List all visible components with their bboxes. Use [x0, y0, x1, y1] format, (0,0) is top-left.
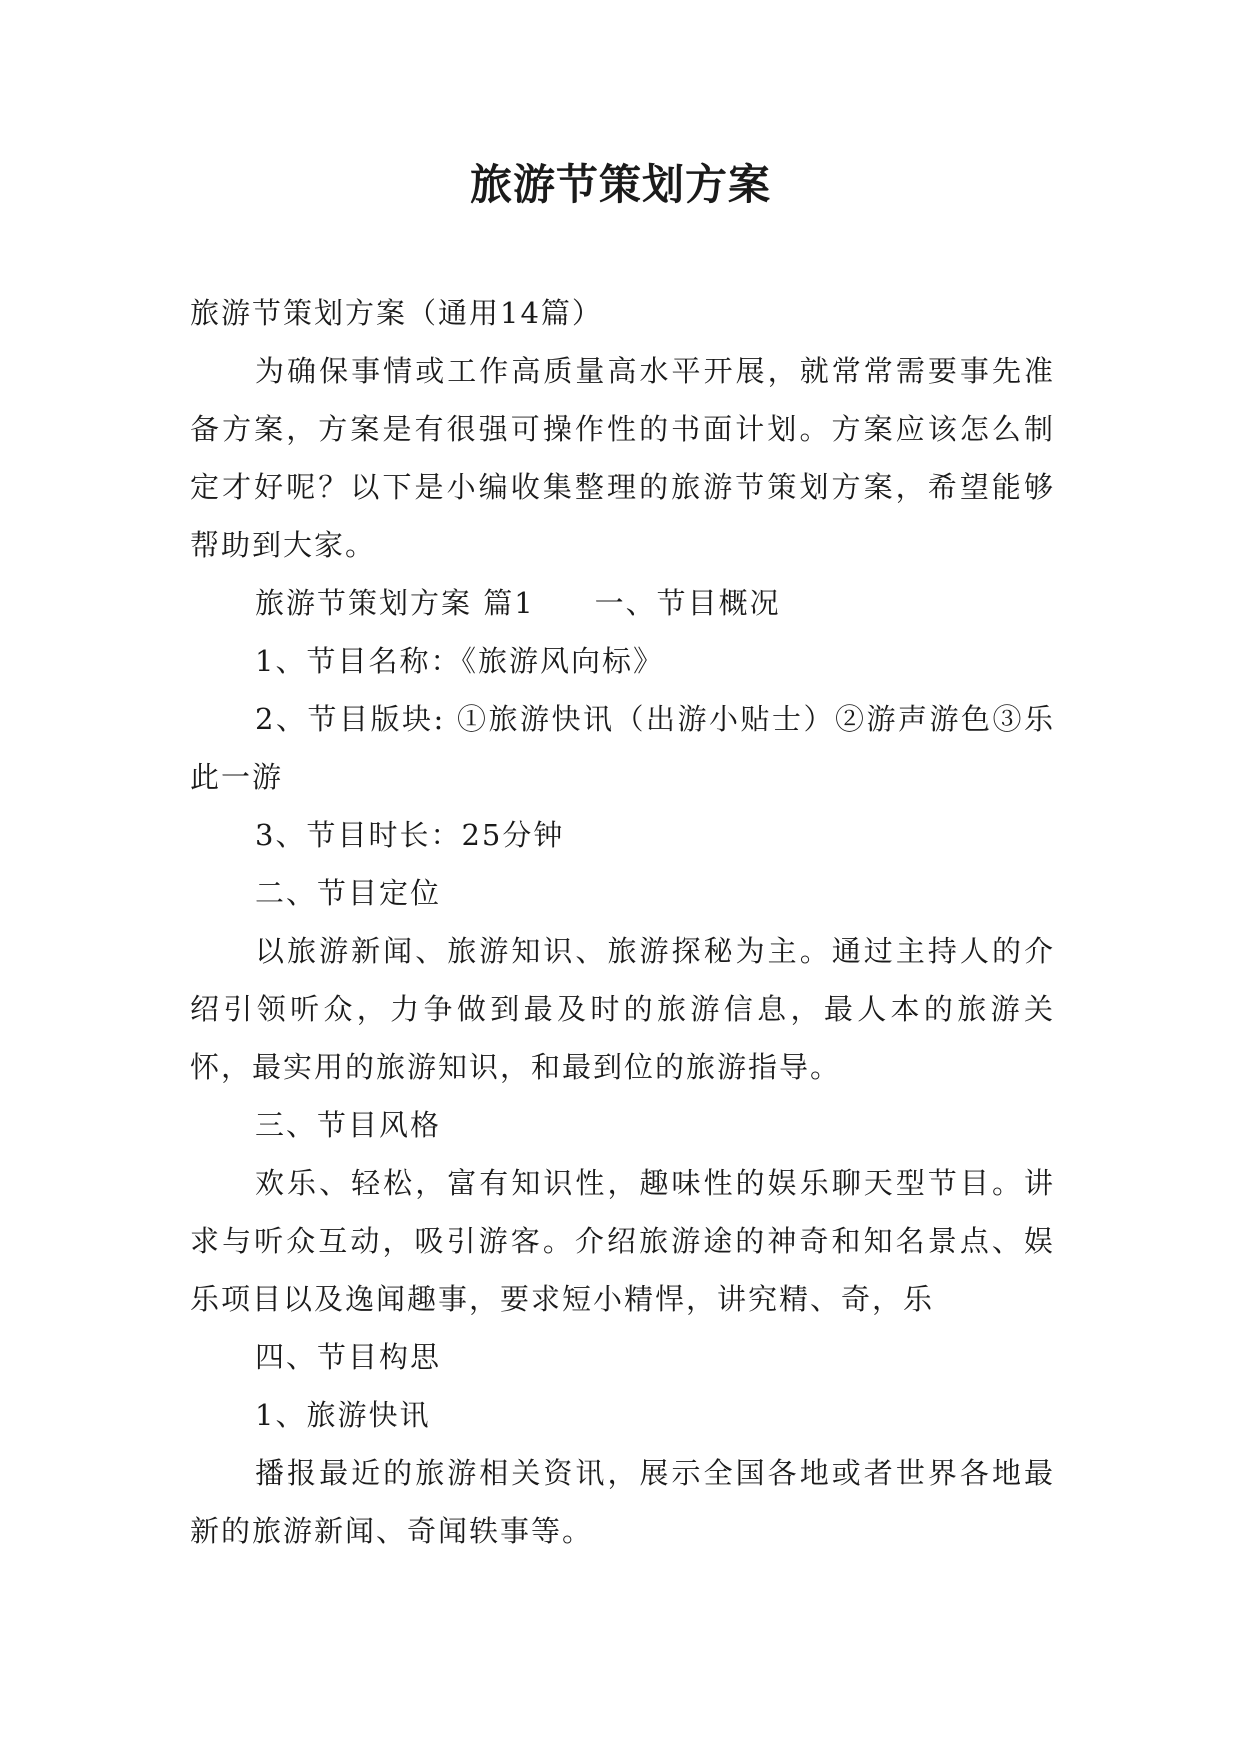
program-duration-item: 3、节目时长：25分钟 — [255, 818, 565, 852]
program-name-item: 1、节目名称：《旅游风向标》 — [255, 644, 664, 678]
heading-program-overview: 一、节目概况 — [594, 586, 781, 620]
section-1-title: 旅游节策划方案 篇1 — [255, 586, 535, 620]
section-1-header-line — [190, 574, 1055, 632]
travel-news-paragraph: 播报最近的旅游相关资讯，展示全国各地或者世界各地最新的旅游新闻、奇闻轶事等。 — [190, 1456, 1055, 1548]
intro-paragraph: 为确保事情或工作高质量高水平开展，就常常需要事先准备方案，方案是有很强可操作性的书面计划。方案应该怎么制定才好呢？以下是小编收集整理的旅游节策划方案，希望能够帮助到大家。 — [190, 354, 1055, 562]
style-paragraph: 欢乐、轻松，富有知识性，趣味性的娱乐聊天型节目。讲求与听众互动，吸引游客。介绍旅游途的神奇和知名景点、娱乐项目以及逸闻趣事，要求短小精悍，讲究精、奇，乐 — [190, 1166, 1055, 1316]
concept-item-travel-news: 1、旅游快讯 — [255, 1398, 431, 1432]
heading-program-style: 三、节目风格 — [255, 1108, 442, 1142]
heading-program-concept: 四、节目构思 — [255, 1340, 442, 1374]
document-title: 旅游节策划方案 — [469, 160, 771, 209]
heading-program-positioning: 二、节目定位 — [255, 876, 442, 910]
program-segments-item: 2、节目版块: ①旅游快讯（出游小贴士）②游声游色③乐此一游 — [190, 702, 1055, 794]
document-subtitle: 旅游节策划方案（通用14篇） — [190, 296, 603, 330]
document-body — [190, 284, 1055, 1560]
positioning-paragraph: 以旅游新闻、旅游知识、旅游探秘为主。通过主持人的介绍引领听众，力争做到最及时的旅游信息，最人本的旅游关怀，最实用的旅游知识，和最到位的旅游指导。 — [190, 934, 1055, 1084]
